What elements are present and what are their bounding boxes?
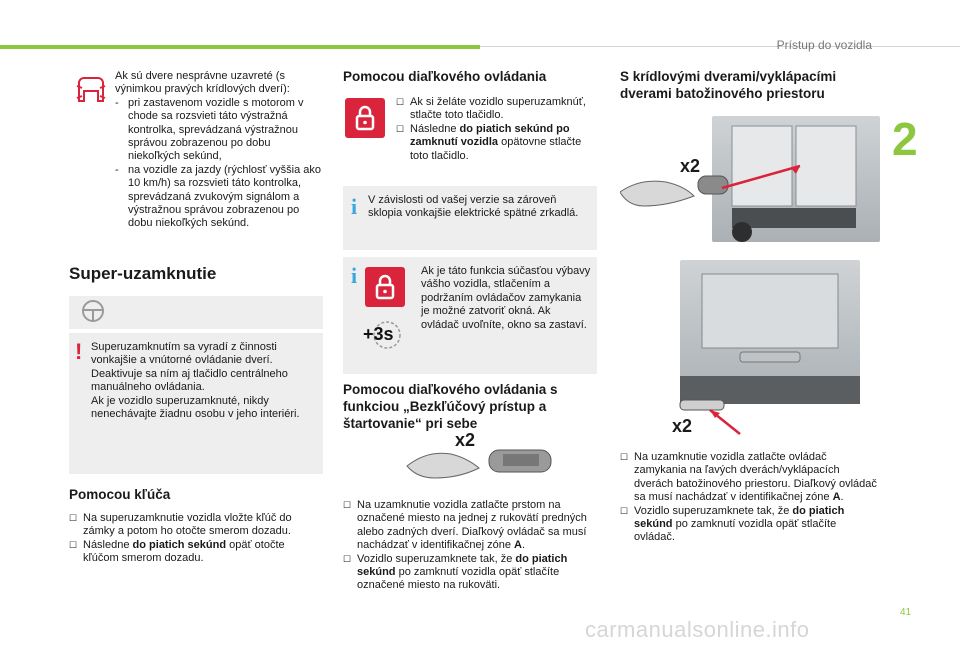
exclamation-icon: ! (75, 339, 83, 364)
key-item-1: Na superuzamknutie vozidla vložte kľúč do zámky a potom ho otočte smerom dozadu. (83, 512, 292, 538)
section-title: Prístup do vozidla (776, 38, 872, 52)
lock-button-icon (345, 98, 385, 138)
tailgate-item-2: Vozidlo superuzamknete tak, že do piatich sekúnd po zamknutí vozidla opäť stlačíte ovládač. (634, 504, 845, 544)
chapter-number: 2 (892, 113, 918, 165)
keyless-item-2: Vozidlo superuzamknete tak, že do piatich sekúnd po zamknutí vozidla opäť stlačíte označené miesto na rukoväti. (357, 552, 568, 592)
double-press-label: x2 (672, 416, 693, 436)
steering-info-box (69, 296, 323, 329)
bullet-icon: ☐ (396, 123, 405, 134)
header-rule (480, 46, 960, 47)
super-lock-heading: Super-uzamknutie (69, 264, 217, 283)
header-accent-bar (0, 45, 480, 49)
bullet-icon: ☐ (69, 513, 78, 523)
windows-info-text: Ak je táto funkcia súčasťou výbavy vášho vozidla, stlačením a podržaním ovládačov zamykania je možné zatvoriť okná. Ak ovládač uvoľníte, okno sa zastaví. (421, 265, 591, 331)
super-lock-warning-box (69, 333, 323, 474)
keyless-item-1: Na uzamknutie vozidla zatlačte prstom na označené miesto na jednej z rukovätí predných alebo zadných dverí. Diaľkový ovládač sa musí nachádzať v identifikačnej zóne A. (357, 499, 587, 552)
bullet-icon: ☐ (396, 97, 405, 107)
mirror-info-text: V závislosti od vašej verzie sa zároveň sklopia vonkajšie elektrické spätné zrkadlá. (368, 194, 579, 220)
hold-timer-icon (361, 319, 407, 349)
info-icon: i (351, 194, 358, 219)
double-press-label: x2 (455, 430, 476, 450)
bullet-icon: ☐ (343, 553, 352, 564)
remote-heading: Pomocou diaľkového ovládania (343, 69, 547, 84)
key-heading: Pomocou kľúča (69, 487, 171, 502)
remote-item-1: Ak si želáte vozidlo superuzamknúť, stlačte toto tlačidlo. (410, 96, 586, 122)
bullet-icon: ☐ (620, 505, 629, 516)
tailgate-heading: S krídlovými dverami/vyklápacími dverami batožinového priestoru (620, 69, 837, 101)
warning-item-1: pri zastavenom vozidle s motorom v chode sa rozsvieti táto výstražná kontrolka, sprevádzaná výstražnou správou zobrazenou po dobu niekoľkých sekúnd, (128, 96, 304, 163)
tailgate-item-1: Na uzamknutie vozidla zatlačte ovládač zamykania na ľavých dverách/vyklápacích dverách batožinového priestoru. Diaľkový ovládač sa musí nachádzať v identifikačnej zóne A. (634, 451, 877, 504)
super-lock-warning-text-2: Ak je vozidlo superuzamknuté, nikdy nenechávajte žiadnu osobu v jeho interiéri. (91, 394, 300, 421)
watermark: carmanualsonline.info (585, 617, 810, 642)
remote-item-2: Následne do piatich sekúnd po zamknutí vozidla opätovne stlačte toto tlačidlo. (410, 122, 582, 162)
bullet-icon: ☐ (343, 500, 352, 510)
warning-intro: Ak sú dvere nesprávne uzavreté (s výnimkou pravých krídlových dverí): (115, 70, 290, 96)
keyless-heading: Pomocou diaľkového ovládania s funkciou „Bezkľúčový prístup a štartovanie“ pri sebe (343, 382, 558, 431)
steering-wheel-icon (77, 298, 109, 326)
rear-door-illustration (620, 112, 880, 242)
warning-item-2: na vozidle za jazdy (rýchlosť vyššia ako 10 km/h) sa rozsvieti táto kontrolka, sprevádzaná zvukovým signálom a výstražnou správou zobrazenou po dobu niekoľkých sekúnd. (128, 163, 322, 230)
info-icon: i (351, 263, 358, 288)
tailgate-illustration (660, 256, 860, 442)
super-lock-warning-text: Superuzamknutím sa vyradí z činnosti vonkajšie a vnútorné ovládanie dverí. Deaktivuje sa ním aj tlačidlo centrálneho manuálneho ovládania. (91, 341, 288, 394)
page-number: 41 (900, 607, 912, 618)
door-warning-icon (74, 74, 108, 108)
double-press-label: x2 (680, 156, 701, 176)
key-item-2: Následne do piatich sekúnd opäť otočte kľúčom smerom dozadu. (83, 538, 285, 565)
windows-info-box (343, 257, 597, 374)
bullet-icon: ☐ (69, 539, 78, 550)
bullet-icon: ☐ (620, 452, 629, 462)
lock-button-icon (365, 267, 405, 307)
hold-label: +3s (363, 324, 394, 344)
mirror-info-box (343, 186, 597, 250)
door-handle-illustration (405, 432, 555, 490)
